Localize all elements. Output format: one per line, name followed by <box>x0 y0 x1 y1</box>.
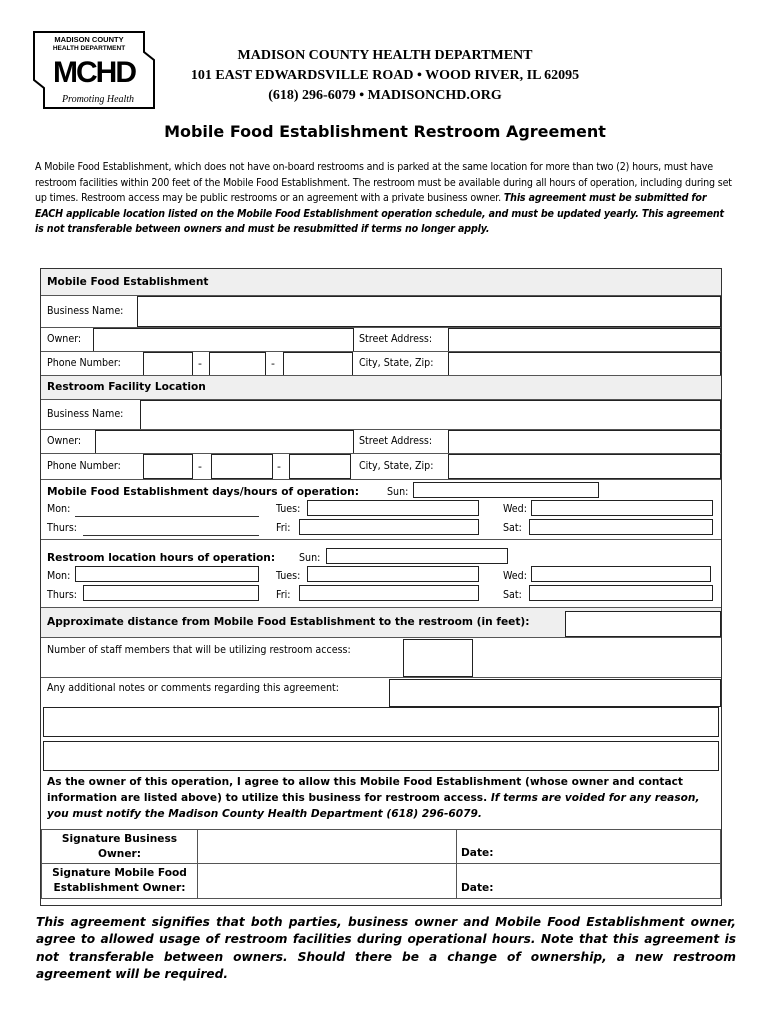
restroom-city-field[interactable] <box>448 454 721 479</box>
mfe-section-row <box>41 269 721 295</box>
footer-notice: This agreement signifies that both parties, business owner and Mobile Food Establishment owner, agree to allowed usage of restroom facilities during operational hours. Note that this agreement is not transferable between owners. Should there be a change of ownership, a new restroom agreement will be required. <box>36 915 736 982</box>
mfe-fri-field[interactable] <box>299 519 479 535</box>
restroom-phone-row <box>41 453 721 479</box>
mfe-phone-dash-2: - <box>271 357 275 370</box>
restroom-street-field[interactable] <box>448 430 721 454</box>
restroom-business-row <box>41 399 721 429</box>
document-title: Mobile Food Establishment Restroom Agreement <box>164 122 606 141</box>
mfe-street-field[interactable] <box>448 328 721 352</box>
notes-row-2 <box>41 707 721 741</box>
mfe-fri-label: Fri: <box>276 522 291 534</box>
intro-plain: A Mobile Food Establishment, which does not have on-board restrooms and is parked at the same location for more than two (2) hours, must have restroom facilities within 200 feet of the Mobile Food Establishment. The restroom must be available during all hours of operation, including during set up times. Restroom access may be public restrooms or an agreement with a private business owner. <box>35 161 732 205</box>
mfe-sun-label: Sun: <box>387 486 409 498</box>
restroom-thurs-label: Thurs: <box>47 589 77 601</box>
restroom-phone-line-field[interactable] <box>289 454 351 479</box>
distance-label: Approximate distance from Mobile Food Establishment to the restroom (in feet): <box>47 616 530 628</box>
mfe-hours-heading: Mobile Food Establishment days/hours of operation: <box>47 486 359 498</box>
mfe-street-label: Street Address: <box>359 333 433 345</box>
notes-label: Any additional notes or comments regarding this agreement: <box>47 682 339 694</box>
sig-business-owner-label: Signature Business Owner: <box>41 829 198 864</box>
mfe-business-name-field[interactable] <box>137 296 721 327</box>
notes-row-3 <box>41 741 721 773</box>
notes-field-1[interactable] <box>389 679 721 707</box>
restroom-wed-label: Wed: <box>503 570 527 582</box>
restroom-owner-row <box>41 429 721 453</box>
restroom-mon-field[interactable] <box>75 566 259 582</box>
mfe-phone-dash-1: - <box>198 357 202 370</box>
mfe-city-label: City, State, Zip: <box>359 357 434 369</box>
mfe-wed-label: Wed: <box>503 503 527 515</box>
mfe-business-row <box>41 295 721 327</box>
restroom-thurs-field[interactable] <box>83 585 259 601</box>
restroom-owner-field[interactable] <box>95 430 354 454</box>
sig-business-owner-date-cell[interactable] <box>456 829 721 864</box>
restroom-sat-field[interactable] <box>529 585 713 601</box>
sig-mfe-owner-label: Signature Mobile Food Establishment Owner: <box>41 863 198 899</box>
mfe-thurs-field[interactable] <box>83 521 259 536</box>
restroom-fri-label: Fri: <box>276 589 291 601</box>
restroom-fri-field[interactable] <box>299 585 479 601</box>
mfe-phone-area-field[interactable] <box>143 352 193 376</box>
mfe-section-heading: Mobile Food Establishment <box>47 276 209 288</box>
mfe-owner-label: Owner: <box>47 333 82 345</box>
distance-field[interactable] <box>565 611 721 637</box>
letterhead-line2: 101 EAST EDWARDSVILLE ROAD • WOOD RIVER, IL 62095 <box>190 68 580 83</box>
notes-field-2[interactable] <box>43 707 719 737</box>
restroom-sat-label: Sat: <box>503 589 522 601</box>
mfe-sat-label: Sat: <box>503 522 522 534</box>
logo-tagline: Promoting Health <box>61 94 135 105</box>
restroom-city-label: City, State, Zip: <box>359 460 434 472</box>
mfe-hours-block <box>41 479 721 539</box>
restroom-tues-field[interactable] <box>307 566 479 582</box>
letterhead <box>160 46 610 106</box>
restroom-owner-label: Owner: <box>47 435 82 447</box>
mfe-wed-field[interactable] <box>531 500 713 516</box>
restroom-section-heading: Restroom Facility Location <box>47 381 206 393</box>
agreement-italic: If terms are voided for any reason, you must notify the Madison County Health Department (618) 296-6079. <box>47 792 700 820</box>
distance-row <box>41 607 721 637</box>
restroom-sun-field[interactable] <box>326 548 508 564</box>
notes-row <box>41 677 721 707</box>
restroom-street-label: Street Address: <box>359 435 433 447</box>
restroom-phone-area-field[interactable] <box>143 454 193 479</box>
mchd-logo <box>30 30 156 112</box>
mfe-mon-field[interactable] <box>75 502 259 517</box>
intro-paragraph <box>35 160 735 238</box>
sig-mfe-owner-date-label: Date: <box>461 882 494 894</box>
sig-business-owner-field[interactable] <box>197 829 457 864</box>
mfe-phone-label: Phone Number: <box>47 357 121 369</box>
mfe-owner-row <box>41 327 721 351</box>
staff-field[interactable] <box>403 639 473 677</box>
restroom-tues-label: Tues: <box>276 570 301 582</box>
mfe-tues-label: Tues: <box>276 503 301 515</box>
mfe-mon-label: Mon: <box>47 503 71 515</box>
mfe-sun-field[interactable] <box>413 482 599 498</box>
letterhead-line3: (618) 296-6079 • MADISONCHD.ORG <box>268 88 502 103</box>
restroom-sun-label: Sun: <box>299 552 321 564</box>
sig-mfe-owner-field[interactable] <box>197 863 457 899</box>
mfe-thurs-label: Thurs: <box>47 522 77 534</box>
restroom-hours-block <box>41 539 721 607</box>
sig-mfe-owner-date-cell[interactable] <box>456 863 721 899</box>
logo-mark-text: MCHD <box>53 56 135 89</box>
staff-row <box>41 637 721 677</box>
restroom-phone-dash-2: - <box>277 460 281 473</box>
mfe-sat-field[interactable] <box>529 519 713 535</box>
agreement-form <box>40 268 722 906</box>
restroom-wed-field[interactable] <box>531 566 711 582</box>
mfe-business-name-label: Business Name: <box>47 305 124 317</box>
intro-emphasis: This agreement must be submitted for EACH applicable location listed on the Mobile Food Establishment operation schedule, and must be updated yearly. This agreement is not transferable between owners and must be resubmitted if terms no longer apply. <box>35 192 724 236</box>
mfe-phone-line-field[interactable] <box>283 352 353 376</box>
letterhead-line1: MADISON COUNTY HEALTH DEPARTMENT <box>237 48 533 63</box>
logo-top-text-2: HEALTH DEPARTMENT <box>52 45 126 52</box>
restroom-phone-prefix-field[interactable] <box>211 454 273 479</box>
agreement-plain: As the owner of this operation, I agree to allow this Mobile Food Establishment (whose owner and contact information are listed above) to utilize this business for restroom access. <box>47 776 683 804</box>
mfe-phone-row <box>41 351 721 375</box>
logo-top-text-1: MADISON COUNTY <box>54 35 124 44</box>
sig-business-owner-date-label: Date: <box>461 847 494 859</box>
mfe-tues-field[interactable] <box>307 500 479 516</box>
restroom-mon-label: Mon: <box>47 570 71 582</box>
mfe-phone-prefix-field[interactable] <box>209 352 266 376</box>
restroom-business-name-label: Business Name: <box>47 408 124 420</box>
restroom-business-name-field[interactable] <box>140 400 721 430</box>
owner-agreement-statement <box>47 774 719 822</box>
notes-field-3[interactable] <box>43 741 719 771</box>
restroom-phone-label: Phone Number: <box>47 460 121 472</box>
restroom-hours-heading: Restroom location hours of operation: <box>47 552 276 564</box>
staff-label: Number of staff members that will be utilizing restroom access: <box>47 644 351 656</box>
restroom-phone-dash-1: - <box>198 460 202 473</box>
restroom-section-row <box>41 375 721 399</box>
mfe-city-field[interactable] <box>448 352 721 376</box>
mfe-owner-field[interactable] <box>93 328 354 352</box>
